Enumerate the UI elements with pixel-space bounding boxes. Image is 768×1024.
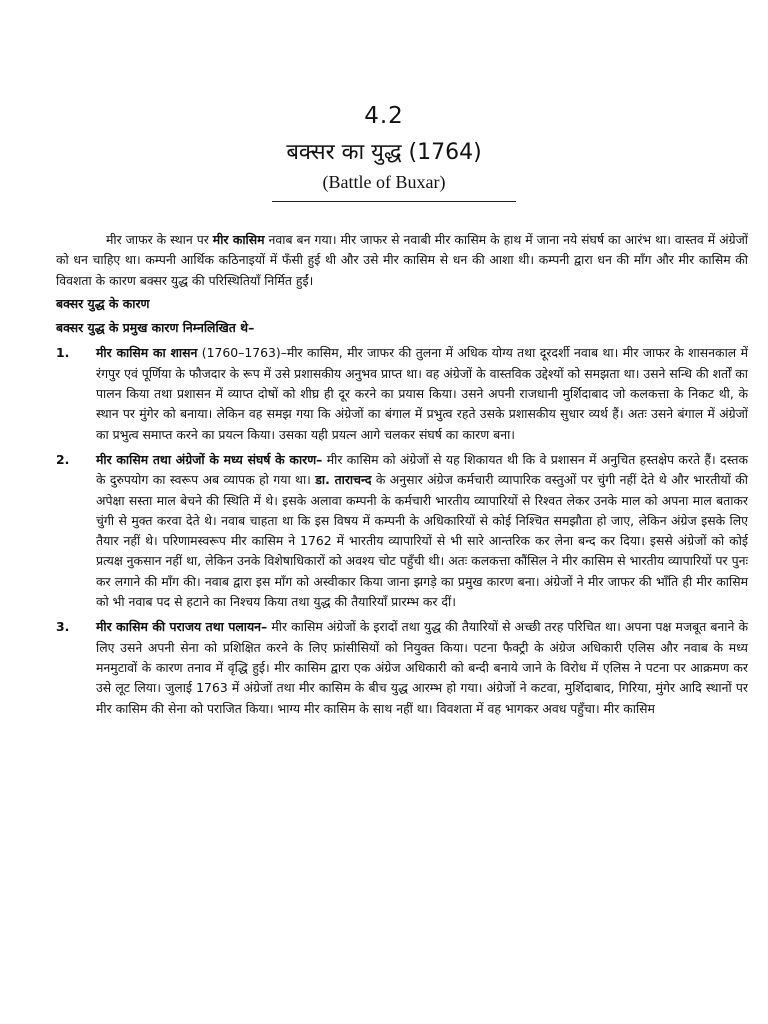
intro-bold-name: मीर कासिम [212, 232, 265, 247]
section-number: 4.2 [364, 103, 404, 129]
list-item-text [96, 450, 748, 612]
body-content [56, 230, 748, 719]
list-item [56, 450, 748, 612]
list-item-body: मीर कासिम अंग्रेजों के इरादों तथा युद्ध की तैयारियों से अच्छी तरह परिचित था। अपना पक्ष मजबूत बनाने के लिए उसने अपनी सेना को प्रशिक्षित करने के लिए फ्रांसीसियों को नियुक्त किया। पटना फैक्ट्री के अंग्रेज अधिकारी एलिस और नवाब के मध्य मनमुटावों के कारण तनाव में वृद्धि हुई। मीर कासिम द्वारा एक अंग्रेज अधिकारी को बन्दी बनाये जाने के विरोध में एलिस ने पटना पर आक्रमण कर उसे लूट लिया। जुलाई 1763 में अंग्रेजों तथा मीर कासिम के बीच युद्ध आरम्भ हो गया। अंग्रेजों ने कटवा, मुर्शिदाबाद, गिरिया, मुंगेर आदि स्थानों पर मीर कासिम की सेना को पराजित किया। भाग्य मीर कासिम के साथ नहीं था। विवशता में वह भागकर अवध पहुँचा। मीर कासिम [96, 619, 748, 716]
list-item-number: 1. [56, 345, 70, 361]
list-item [56, 343, 748, 444]
list-item [56, 617, 748, 718]
list-item-text [96, 343, 748, 444]
section-heading-main-causes: बक्सर युद्ध के प्रमुख कारण निम्नलिखित थे– [56, 320, 255, 336]
section-title: बक्सर का युद्ध (1764) [286, 140, 482, 165]
list-item-bold-heading: मीर कासिम तथा अंग्रेजों के मध्य संघर्ष के कारण– [96, 451, 323, 467]
list-item-text [96, 617, 748, 718]
title-underline-divider [272, 201, 516, 202]
list-item-bold-name: डा. ताराचन्द [315, 472, 372, 488]
list-item-number: 2. [56, 451, 70, 467]
list-item-bold-heading: मीर कासिम का शासन [96, 345, 198, 361]
intro-text-2: नवाब बन गया। मीर जाफर से नवाबी मीर कासिम के हाथ में जाना नये संघर्ष का आरंभ था। वास्तव में अंग्रेजों को धन चाहिए था। कम्पनी आर्थिक कठिनाइयों में फँसी हुई थी और उसे मीर कासिम से धन की आशा थी। कम्पनी द्वारा धन की माँग और मीर कासिम की विवशता के कारण बक्सर युद्ध की परिस्थितियाँ निर्मित हुईं। [56, 232, 748, 288]
section-heading-causes: बक्सर युद्ध के कारण [56, 295, 150, 311]
section-subtitle: (Battle of Buxar) [322, 172, 446, 192]
intro-paragraph [56, 230, 748, 291]
list-item-number: 3. [56, 619, 70, 635]
list-item-body: (1760–1763)–मीर कासिम, मीर जाफर की तुलना में अधिक योग्य तथा दूरदर्शी नवाब था। मीर जाफर के शासनकाल में रंगपुर एवं पूर्णिया के फौजदार के रूप में उसे प्रशासकीय अनुभव प्राप्त था। वह अंग्रेजों के वास्तविक उद्देश्यों को समझता था। उसने सन्धि की शर्तों का पालन किया तथा प्रशासन में व्याप्त दोषों को शीघ्र ही दूर करने का प्रयास किया। उसने अपनी राजधानी मुर्शिदाबाद जो कलकत्ता के निकट थी, के स्थान पर मुंगेर को बनाया। लेकिन वह समझ गया कि अंग्रेजों का बंगाल में प्रभुत्व रहते उसके प्रशासकीय सुधार व्यर्थ हैं। अतः उसने बंगाल में अंग्रेजों का प्रभुत्व समाप्त करने का प्रयत्न किया। उसका यही प्रयत्न आगे चलकर संघर्ष का कारण बना। [96, 345, 748, 442]
intro-text-1: मीर जाफर के स्थान पर [106, 232, 213, 247]
list-item-bold-heading: मीर कासिम की पराजय तथा पलायन– [96, 619, 268, 635]
list-item-body: मीर कासिम को अंग्रेजों से यह शिकायत थी कि वे प्रशासन में अनुचित हस्तक्षेप करते हैं। दस्तक के दुरुपयोग का स्वरूप अब व्यापक हो गया था। [96, 451, 748, 488]
list-item-body-continued: के अनुसार अंग्रेज कर्मचारी व्यापारिक वस्तुओं पर चुंगी नहीं देते थे और भारतीयों की अपेक्षा सस्ता माल बेचने की स्थिति में थे। इसके अलावा कम्पनी के कर्मचारी भारतीय व्यापारियों से रिश्वत लेकर उनके माल को अपना माल बताकर चुंगी से मुक्त करवा देते थे। नवाब चाहता था कि इस विषय में कम्पनी के अधिकारियों से कोई निश्चित समझौता हो जाए, लेकिन अंग्रेज इसके लिए तैयार नहीं थे। परिणामस्वरूप मीर कासिम ने 1762 में भारतीय व्यापारियों से भी सारे आन्तरिक कर लेना बन्द कर दिया। इससे अंग्रेजों को कोई प्रत्यक्ष नुकसान नहीं था, लेकिन उनके विशेषाधिकारों को अवश्य चोट पहुँची थी। अतः कलकत्ता कौंसिल ने मीर कासिम से भारतीय व्यापारियों पर पुनः कर लगाने की माँग की। नवाब द्वारा इस माँग को अस्वीकार किया जाना झगड़े का प्रमुख कारण बना। अंग्रेजों ने मीर जाफर की भाँति ही मीर कासिम को भी नवाब पद से हटाने का निश्चय किया तथा युद्ध की तैयारियाँ प्रारम्भ कर दीं। [96, 472, 748, 610]
